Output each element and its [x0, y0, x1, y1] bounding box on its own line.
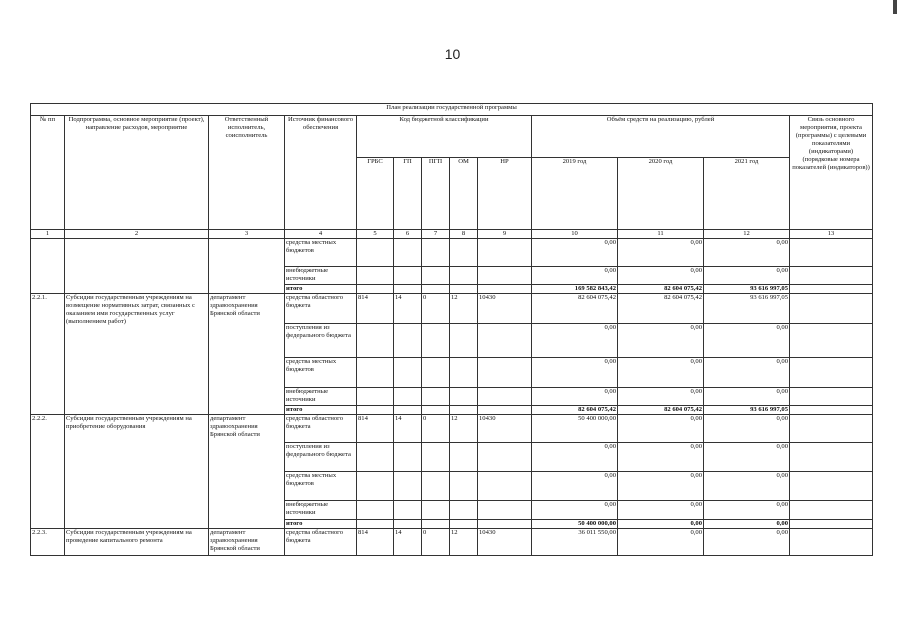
value-2020: 0,00	[618, 358, 704, 388]
value-2021: 0,00	[704, 443, 790, 472]
value-2021: 0,00	[704, 529, 790, 556]
value-2020: 0,00	[618, 529, 704, 556]
item-num: 2.2.3.	[31, 529, 65, 556]
code-grbs: 814	[357, 415, 394, 443]
header-volume: Объём средств на реализацию, рублей	[532, 116, 790, 158]
source-federal: поступления из федерального бюджета	[285, 443, 357, 472]
cell-activity-empty	[65, 239, 209, 294]
value-2020: 0,00	[618, 388, 704, 406]
header-om: ОМ	[450, 158, 478, 230]
item-executor: департамент здравоохранения Брянской области	[209, 294, 285, 415]
value-2020: 0,00	[618, 443, 704, 472]
col-number: 7	[422, 230, 450, 239]
col-number: 10	[532, 230, 618, 239]
source-federal: поступления из федерального бюджета	[285, 324, 357, 358]
value-2021: 0,00	[704, 388, 790, 406]
header-executor: Ответственный исполнитель, соисполнитель	[209, 116, 285, 230]
value-2019: 0,00	[532, 239, 618, 267]
value-2020: 0,00	[618, 415, 704, 443]
cell-num-empty	[31, 239, 65, 294]
source-total: итого	[285, 520, 357, 529]
value-2021: 93 616 997,05	[704, 294, 790, 324]
value-2019: 0,00	[532, 358, 618, 388]
col-number: 9	[478, 230, 532, 239]
column-number-row	[31, 230, 873, 239]
value-2021: 0,00	[704, 501, 790, 520]
total-2020: 82 604 075,42	[618, 406, 704, 415]
header-nr: НР	[478, 158, 532, 230]
header-budget-code: Код бюджетной классификации	[357, 116, 532, 158]
value-2019: 0,00	[532, 501, 618, 520]
scan-edge-mark	[893, 0, 897, 14]
source-extra: внебюджетные источники	[285, 501, 357, 520]
value-2020: 0,00	[618, 472, 704, 501]
code-pgp: 0	[422, 415, 450, 443]
source-local: средства местных бюджетов	[285, 472, 357, 501]
value-2019: 82 604 075,42	[532, 294, 618, 324]
header-2019: 2019 год	[532, 158, 618, 230]
total-2021: 93 616 997,05	[704, 406, 790, 415]
total-2021: 93 616 997,05	[704, 285, 790, 294]
total-2019: 169 582 843,42	[532, 285, 618, 294]
table-row	[31, 529, 873, 556]
header-2020: 2020 год	[618, 158, 704, 230]
code-om: 12	[450, 415, 478, 443]
item-name: Субсидии государственным учреждениям на проведение капитального ремонта	[65, 529, 209, 556]
value-2021: 0,00	[704, 358, 790, 388]
col-number: 8	[450, 230, 478, 239]
header-2021: 2021 год	[704, 158, 790, 230]
item-executor: департамент здравоохранения Брянской области	[209, 529, 285, 556]
value-2021: 0,00	[704, 415, 790, 443]
source-regional: средства областного бюджета	[285, 415, 357, 443]
code-om: 12	[450, 529, 478, 556]
col-number: 4	[285, 230, 357, 239]
code-gp: 14	[394, 415, 422, 443]
source-regional: средства областного бюджета	[285, 529, 357, 556]
code-pgp: 0	[422, 529, 450, 556]
col-number: 12	[704, 230, 790, 239]
program-plan-table	[30, 103, 873, 556]
item-executor: департамент здравоохранения Брянской области	[209, 415, 285, 529]
header-gp: ГП	[394, 158, 422, 230]
total-2019: 82 604 075,42	[532, 406, 618, 415]
value-2020: 0,00	[618, 501, 704, 520]
source-extra: внебюджетные источники	[285, 388, 357, 406]
col-number: 5	[357, 230, 394, 239]
value-2019: 0,00	[532, 324, 618, 358]
source-local: средства местных бюджетов	[285, 358, 357, 388]
code-om: 12	[450, 294, 478, 324]
item-num: 2.2.1.	[31, 294, 65, 415]
code-nr: 10430	[478, 294, 532, 324]
value-2021: 0,00	[704, 267, 790, 285]
total-2021: 0,00	[704, 520, 790, 529]
code-gp: 14	[394, 294, 422, 324]
header-num: № пп	[31, 116, 65, 230]
table-row	[31, 294, 873, 324]
value-2019: 50 400 000,00	[532, 415, 618, 443]
col-number: 3	[209, 230, 285, 239]
value-2020: 0,00	[618, 324, 704, 358]
source-total: итого	[285, 285, 357, 294]
header-source: Источник финансового обеспечения	[285, 116, 357, 230]
item-name: Субсидии государственным учреждениям на возмещение нормативных затрат, связанных с оказанием ими государственных услуг (выполнением работ)	[65, 294, 209, 415]
header-indicator-link: Связь основного мероприятия, проекта (программы) с целевыми показателями (индикаторами) (порядковые номера показателей (индикаторов))	[790, 116, 873, 230]
value-2019: 0,00	[532, 443, 618, 472]
source-extra: внебюджетные источники	[285, 267, 357, 285]
header-grbs: ГРБС	[357, 158, 394, 230]
value-2020: 82 604 075,42	[618, 294, 704, 324]
item-num: 2.2.2.	[31, 415, 65, 529]
table-row	[31, 415, 873, 443]
source-total: итого	[285, 406, 357, 415]
cell-executor-empty	[209, 239, 285, 294]
code-pgp: 0	[422, 294, 450, 324]
source-local: средства местных бюджетов	[285, 239, 357, 267]
code-nr: 10430	[478, 529, 532, 556]
header-activity: Подпрограмма, основное мероприятие (проект), направление расходов, мероприятие	[65, 116, 209, 230]
code-grbs: 814	[357, 529, 394, 556]
value-2019: 0,00	[532, 267, 618, 285]
total-2020: 82 604 075,42	[618, 285, 704, 294]
page-number: 10	[444, 46, 461, 62]
col-number: 11	[618, 230, 704, 239]
value-2020: 0,00	[618, 267, 704, 285]
value-2019: 36 011 550,00	[532, 529, 618, 556]
source-regional: средства областного бюджета	[285, 294, 357, 324]
code-grbs: 814	[357, 294, 394, 324]
table-row	[31, 239, 873, 267]
code-gp: 14	[394, 529, 422, 556]
col-number: 13	[790, 230, 873, 239]
value-2021: 0,00	[704, 239, 790, 267]
value-2020: 0,00	[618, 239, 704, 267]
value-2019: 0,00	[532, 472, 618, 501]
total-2019: 50 400 000,00	[532, 520, 618, 529]
col-number: 2	[65, 230, 209, 239]
total-2020: 0,00	[618, 520, 704, 529]
value-2021: 0,00	[704, 472, 790, 501]
item-name: Субсидии государственным учреждениям на приобретение оборудования	[65, 415, 209, 529]
table-title: План реализации государственной программы	[31, 104, 873, 116]
header-pgp: ПГП	[422, 158, 450, 230]
value-2021: 0,00	[704, 324, 790, 358]
col-number: 6	[394, 230, 422, 239]
value-2019: 0,00	[532, 388, 618, 406]
col-number: 1	[31, 230, 65, 239]
code-nr: 10430	[478, 415, 532, 443]
